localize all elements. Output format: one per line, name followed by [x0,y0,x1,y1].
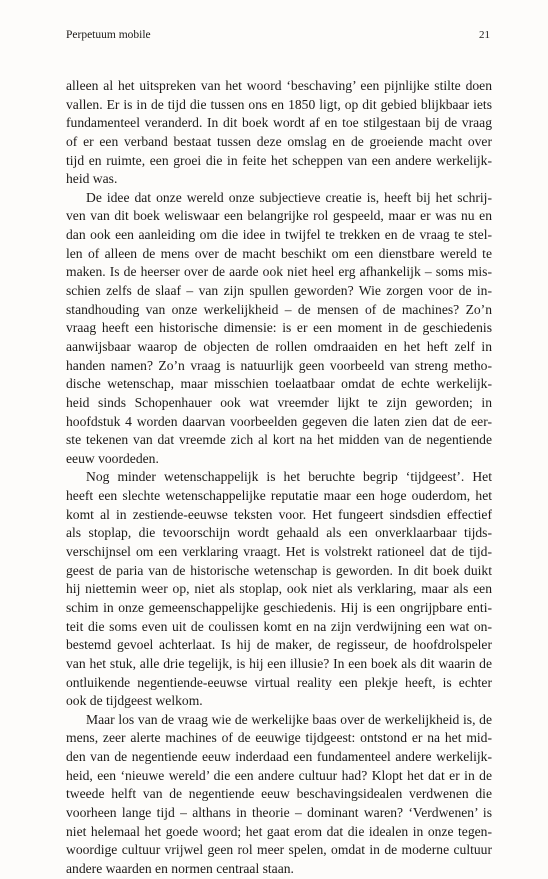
page-number: 21 [479,29,490,41]
text-line: teit die soms even uit de coulissen komt en na zijn verdwijning een wat on- [66,618,492,634]
text-line: geest de paria van de historische wetenschap is geworden. In dit boek duikt [66,562,492,578]
text-line: dan ook een aanleiding om die idee in twijfel te trekken en de vraag te stel- [66,227,492,243]
text-line: van het stuk, alle drie tegelijk, is hij een illusie? In een boek als dit waarin de [66,655,492,671]
text-line: eeuw voordeden. [66,450,159,466]
text-line: tweede helft van de negentiende eeuw beschavingsidealen verdwenen die [66,786,492,802]
text-line: of er een verband bestaat tussen deze omslag en de groeiende macht over [66,133,492,149]
text-line: woordige cultuur vrijwel geen rol meer spelen, omdat in de moderne cultuur [66,842,492,858]
text-line: hoofdstuk 4 worden daarvan voorbeelden gegeven die laten zien dat de eer- [66,413,492,429]
text-line: fundamenteel veranderd. In dit boek wordt af en toe stilgestaan bij de vraag [66,115,492,131]
text-line: heid, een ‘nieuwe wereld’ die een andere cultuur had? Klopt het dat er in de [66,767,492,783]
text-line: ook de tijdgeest welkom. [66,693,203,709]
text-line: schim in onze gemeenschappelijke geschiedenis. Hij is een ongrijpbare enti- [66,599,492,615]
text-line: standhouding van onze werkelijkheid – de mensen of de machines? Zo’n [66,301,492,317]
text-line: dische wetenschap, maar misschien toelaatbaar omdat de echte werkelijk- [66,376,492,392]
text-line: komt al in zestiende-eeuwse teksten voor. Het fungeert sindsdien effectief [66,506,492,522]
text-line: heid was. [66,171,118,187]
text-line: alleen al het uitspreken van het woord ‘beschaving’ een pijnlijke stilte doen [66,78,492,93]
text-line: bestemd gevoel achterlaat. Is hij de maker, de regisseur, de hoofdrolspeler [66,637,492,653]
text-line: niet helemaal het goede woord; het gaat erom dat die idealen in onze tegen- [66,823,492,839]
text-line: andere waarden en normen centraal staan. [66,860,294,876]
text-line: ven van dit boek weliswaar een belangrijke rol gespeeld, maar er was nu en [66,208,492,224]
text-line: tijd en ruimte, een groei die in feite het scheppen van een andere werkelijk- [66,152,492,168]
text-line: handen namen? Zo’n vraag is natuurlijk geen voorbeeld van streng metho- [66,357,492,373]
text-line: Nog minder wetenschappelijk is het beruchte begrip ‘tijdgeest’. Het [86,469,492,485]
body-text [66,77,492,879]
text-line: len of alleen de mens over de macht beschikt om een dienstbare wereld te [66,245,492,261]
text-line: voorheen lange tijd – althans in theorie – dominant waren? ‘Verdwenen’ is [66,804,492,820]
running-head [66,29,490,45]
text-line: vallen. Er is in de tijd die tussen ons en 1850 ligt, op dit gebied blijkbaar iets [66,96,492,112]
text-line: ontluikende negentiende-eeuwse virtual reality een plekje heeft, is echter [66,674,492,690]
text-line: hij niettemin weer op, niet als stoplap, ook niet als verklaring, maar als een [66,581,492,597]
text-line: heid sinds Schopenhauer ook wat vreemder lijkt te zijn geworden; in [66,394,492,410]
text-line: maken. Is de heerser over de aarde ook niet heel erg afhankelijk – soms mis- [66,264,492,280]
running-title: Perpetuum mobile [66,29,151,41]
text-line: aanwijsbaar waarop de objecten de rollen omdraaiden en het heft zelf in [66,338,492,354]
text-line: vraag heeft een historische dimensie: is er een moment in de geschiedenis [66,320,492,336]
text-line: Maar los van de vraag wie de werkelijke baas over de werkelijkheid is, de [86,711,492,727]
text-line: schien zelfs de slaaf – van zijn spullen geworden? Wie zorgen voor de in- [66,283,492,299]
text-line: den van de negentiende eeuw inderdaad een fundamenteel andere werkelijk- [66,749,492,765]
text-line: mens, zeer alerte machines of de eeuwige tijdgeest: ontstond er na het mid- [66,730,492,746]
text-line: De idee dat onze wereld onze subjectieve creatie is, heeft bij het schrij- [86,189,492,205]
text-line: heeft een slechte wetenschappelijke reputatie maar een hoge ouderdom, het [66,488,492,504]
text-line: verschijnsel om een verklaring vraagt. Het is volstrekt rationeel dat de tijd- [66,544,492,560]
text-line: ste tekenen van dat vreemde zich al kort na het midden van de negentiende [66,432,492,448]
text-line: als stoplap, die tevoorschijn wordt gehaald als een onverklaarbaar tijds- [66,525,492,541]
